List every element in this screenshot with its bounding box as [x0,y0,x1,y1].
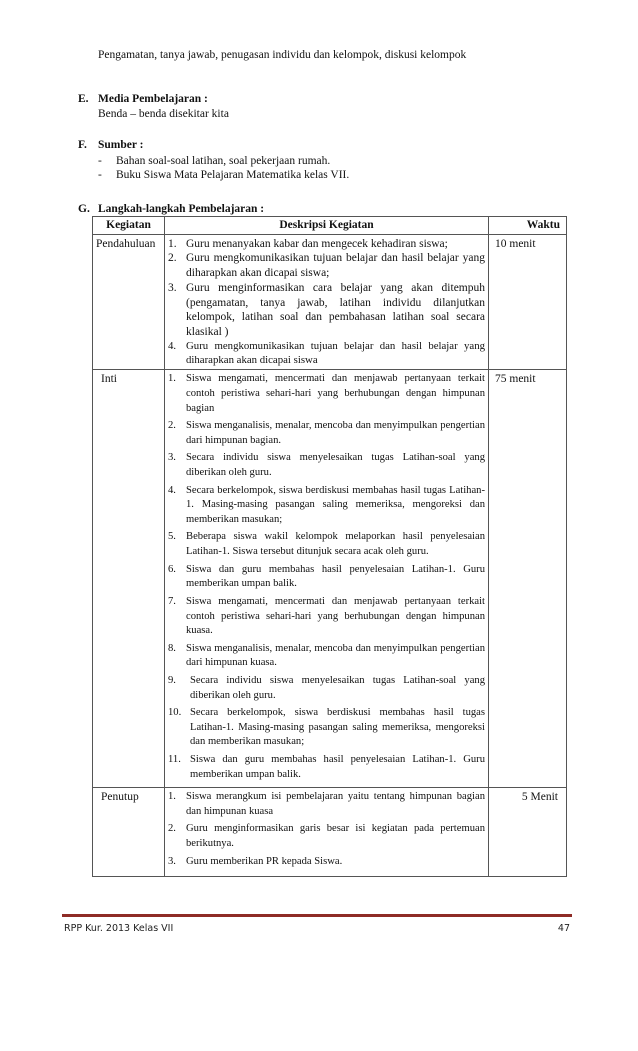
intro-line: Pengamatan, tanya jawab, penugasan individu dan kelompok, diskusi kelompok [98,49,467,61]
section-e [78,92,578,121]
deskripsi-cell [165,234,489,370]
section-e-heading [78,92,578,107]
step-item: 2. Guru menginformasikan garis besar isi kegiatan pada pertemuan berikutnya. [168,823,485,850]
section-f-heading [78,138,578,153]
section-g-title: Langkah-langkah Pembelajaran : [98,203,265,215]
section-f-title: Sumber : [98,139,144,151]
row-pendahuluan [93,234,567,370]
header-kegiatan: Kegiatan [93,217,165,235]
section-e-text: Benda – benda disekitar kita [98,107,229,120]
kegiatan-cell: Pendahuluan [93,234,165,370]
step-item: 1. Siswa merangkum isi pembelajaran yaitu tentang himpunan bagian dan himpunan kuasa [168,791,485,817]
step-item: 2. Guru mengkomunikasikan tujuan belajar dan hasil belajar yang diharapkan akan dicapai siswa; [168,252,485,280]
step-item: 6. Siswa dan guru membahas hasil penyelesaian Latihan-1. Guru memberikan umpan balik. [168,563,485,590]
step-item: 1. Siswa mengamati, mencermati dan menjawab pertanyaan terkait contoh peristiwa sehari-hari yang berhubungan dengan himpunan bagian [168,373,485,414]
lesson-steps-table [92,216,567,877]
step-item: 8. Siswa menganalisis, menalar, mencoba dan menyimpulkan pengertian dari himpunan kuasa. [168,642,485,669]
penutup-steps [168,790,485,869]
waktu-cell: 10 menit [489,234,567,370]
step-item: 10. Secara berkelompok, siswa berdiskusi membahas hasil tugas Latihan-1. Masing-masing pasangan saling memeriksa, mengoreksi dan memberikan masukan; [168,707,485,748]
section-f-letter: F. [78,139,87,151]
step-item: 2. Siswa menganalisis, menalar, mencoba dan menyimpulkan pengertian dari himpunan bagian. [168,420,485,446]
step-item: 1. Guru menanyakan kabar dan mengecek kehadiran siswa; [168,237,448,250]
sumber-item: - Buku Siswa Mata Pelajaran Matematika kelas VII. [98,169,350,182]
sumber-item: - Bahan soal-soal latihan, soal pekerjaan rumah. [98,154,331,167]
step-item: 9. Secara individu siswa menyelesaikan tugas Latihan-soal yang diberikan oleh guru. [168,674,485,701]
section-e-title: Media Pembelajaran : [98,93,208,105]
inti-steps [168,372,485,782]
kegiatan-cell: Penutup [93,788,165,877]
footer-rule [62,914,572,917]
table-header-row [93,217,567,235]
step-item: 3. Guru memberikan PR kepada Siswa. [168,855,343,867]
step-item: 5. Beberapa siswa wakil kelompok melaporkan hasil penyelesaian Latihan-1. Siswa tersebut ditunjuk secara acak oleh guru. [168,531,485,558]
page-number: 47 [557,923,570,934]
section-g-heading [78,202,578,217]
header-deskripsi: Deskripsi Kegiatan [165,217,489,235]
row-penutup [93,788,567,877]
step-item: 7. Siswa mengamati, mencermati dan menjawab pertanyaan terkait contoh peristiwa sehari-hari yang berhubungan dengan himpunan kuasa. [168,595,485,637]
step-item: 11. Siswa dan guru membahas hasil penyelesaian Latihan-1. Guru memberikan umpan balik. [168,754,485,780]
section-e-letter: E. [78,93,89,105]
waktu-cell: 5 Menit [489,788,567,877]
header-waktu: Waktu [489,217,567,235]
section-f [78,138,578,183]
footer-left: RPP Kur. 2013 Kelas VII [64,923,174,934]
step-item: 4. Guru mengkomunikasikan tujuan belajar dan hasil belajar yang diharapkan akan dicapai siswa [168,339,485,366]
section-g [78,202,578,217]
deskripsi-cell [165,788,489,877]
step-item: 4. Secara berkelompok, siswa berdiskusi membahas hasil tugas Latihan-1. Masing-masing pasangan saling memeriksa, mengoreksi dan memberikan masukan; [168,484,485,525]
row-inti [93,370,567,788]
section-g-letter: G. [78,203,90,215]
waktu-cell: 75 menit [489,370,567,788]
step-item: 3. Secara individu siswa menyelesaikan tugas Latihan-soal yang diberikan oleh guru. [168,452,485,479]
sumber-list [78,154,578,183]
deskripsi-cell [165,370,489,788]
step-item: 3. Guru menginformasikan cara belajar yang akan ditempuh (pengamatan, tanya jawab, latihan individu dilanjutkan kelompok, latihan soal dan pembahasan latihan soal secara klasikal ) [168,281,485,339]
kegiatan-cell: Inti [93,370,165,788]
pendahuluan-steps [168,237,485,368]
